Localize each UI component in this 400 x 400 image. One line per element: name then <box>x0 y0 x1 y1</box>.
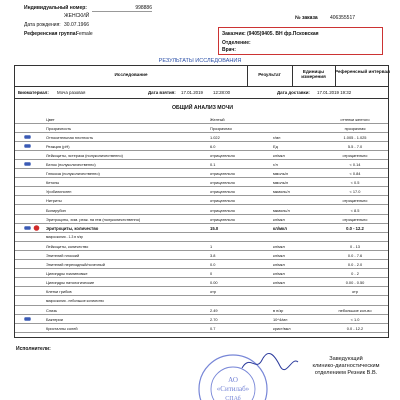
row-name: Нитриты <box>46 198 62 204</box>
row-divider <box>15 277 388 278</box>
table-row <box>15 271 388 278</box>
row-unit: мкмоль/л <box>273 189 290 195</box>
row-result: отрицательно <box>210 171 235 177</box>
row-name: Цилиндры патологические <box>46 280 95 286</box>
table-row <box>15 307 388 314</box>
row-divider <box>15 141 388 142</box>
order-value: 406355517 <box>330 15 356 21</box>
table-row <box>15 289 388 296</box>
row-result: 1 <box>210 243 213 249</box>
row-name: Лейкоциты, количество <box>46 243 89 249</box>
row-name: Реакция (pH) <box>46 143 70 149</box>
row-reference: 0.0 - 12.2 <box>346 225 364 231</box>
row-unit: г/мл <box>273 134 281 140</box>
signature-line-3: отделением Резник В.В. <box>314 370 378 377</box>
row-divider <box>15 259 388 260</box>
customer-box <box>218 27 383 55</box>
row-divider <box>15 223 388 224</box>
delivery-label: Дата доставки: <box>277 90 310 95</box>
row-result: 2.70 <box>210 316 218 322</box>
row-result: отрицательно <box>210 198 235 204</box>
row-result: 1.022 <box>210 134 220 140</box>
executor-label: Исполнители: <box>16 346 51 352</box>
table-row <box>15 134 388 141</box>
row-name: Эпителий плоский <box>46 253 80 258</box>
row-result: 0.0 <box>210 262 216 268</box>
row-result: 6.0 <box>210 143 216 149</box>
row-name: Цвет <box>46 116 55 122</box>
row-unit: Ед <box>273 143 278 149</box>
row-reference: 0.0 - 2.0 <box>347 262 363 268</box>
row-divider <box>15 150 388 151</box>
row-divider <box>15 250 388 251</box>
table-row <box>15 152 388 159</box>
row-unit: кл/мкл <box>273 253 285 258</box>
table-row <box>15 189 388 196</box>
row-reference: < 0.84 <box>349 171 361 177</box>
table-row <box>15 171 388 178</box>
row-reference: прозрачная <box>344 125 366 131</box>
row-result: отрицательно <box>210 180 235 186</box>
row-result: Прозрачная <box>210 125 232 131</box>
row-name: Кетоны <box>46 180 60 186</box>
doctor-label: Врач: <box>222 47 236 53</box>
birth-value: 30.07.1966 <box>64 22 90 28</box>
row-reference: 0 - 2 <box>351 271 359 277</box>
row-result: отрицательно <box>210 216 235 222</box>
lab-method-icon <box>24 135 31 139</box>
row-unit: ммоль/л <box>273 180 289 186</box>
row-divider <box>15 323 388 324</box>
table-row <box>15 116 388 123</box>
section-title: ОБЩИЙ АНАЛИЗ МОЧИ <box>171 105 234 111</box>
table-row <box>15 253 388 260</box>
row-reference: < 0.5 <box>350 180 360 186</box>
row-divider <box>15 195 388 196</box>
row-unit: кл/мкл <box>273 280 285 286</box>
birth-label: Дата рождения: <box>24 22 61 28</box>
row-result: 0.7 <box>210 325 216 331</box>
table-row <box>15 207 388 214</box>
row-unit: кл/мкл <box>273 225 287 231</box>
row-name: Прозрачность <box>46 125 72 131</box>
row-name: Клетки грибов <box>46 289 72 295</box>
row-reference: 0.0 - 7.6 <box>347 253 363 258</box>
row-name: Эритроциты, количество <box>46 225 99 231</box>
row-reference: небольшое кол-во <box>338 307 372 313</box>
row-name: Билирубин <box>46 207 66 213</box>
taken-date: 17.01.2019 <box>181 90 203 95</box>
order-label: № заказа <box>295 15 318 21</box>
row-reference: 5.5 - 7.0 <box>347 143 363 149</box>
header-study: Исследование <box>114 72 148 77</box>
row-unit: кл/мкл <box>273 243 285 249</box>
row-name: микроскопия - небольшое количество <box>46 298 104 303</box>
lab-method-icon <box>24 317 31 321</box>
taken-time: 12:28:00 <box>213 90 231 95</box>
table-row <box>15 243 388 250</box>
row-unit: кл/мкл <box>273 271 285 277</box>
lab-method-icon <box>24 144 31 148</box>
row-result: 0.00 <box>210 280 218 286</box>
row-divider <box>15 305 388 306</box>
results-table <box>14 65 389 338</box>
sex-value: ЖЕНСКИЙ <box>64 13 90 19</box>
signature-line-1: Заведующий <box>329 356 363 362</box>
row-unit: кл/мкл <box>273 152 285 158</box>
table-row <box>15 316 388 323</box>
row-divider <box>15 214 388 215</box>
row-reference: 0 - 13 <box>350 243 360 249</box>
delivery-value: 17.01.2019 19:32 <box>317 90 352 95</box>
ref-group-label: Референсная группа: <box>24 31 78 37</box>
row-name: Уробилиноген <box>46 189 72 195</box>
row-divider <box>15 159 388 160</box>
row-reference: отрицательно <box>342 198 368 204</box>
row-reference: отр <box>351 289 359 295</box>
row-name: Эпителий переходный/почечный <box>46 262 105 268</box>
row-unit: г/л <box>273 162 278 167</box>
customer-label: Заказчик: <box>222 31 246 37</box>
row-divider <box>15 232 388 233</box>
table-row <box>15 198 388 205</box>
table-row <box>15 225 388 232</box>
row-reference: отрицательно <box>342 152 368 158</box>
row-name: Глюкоза (полуколичественно) <box>46 171 100 177</box>
material-value: Моча разовая <box>57 90 86 95</box>
material-label: Биоматериал: <box>18 90 49 95</box>
signature-block <box>300 356 392 378</box>
results-title: РЕЗУЛЬТАТЫ ИССЛЕДОВАНИЯ <box>158 58 242 64</box>
row-name: Эритроциты, хим. реак. на гем (полуколичественно) <box>46 216 141 222</box>
row-reference: < 1.0 <box>350 316 360 322</box>
row-unit: мкмоль/л <box>273 207 290 213</box>
row-name: микроскопия - 1-3 в п/зр <box>46 234 83 239</box>
row-reference: 0.00 - 0.50 <box>345 280 365 286</box>
row-divider <box>15 314 388 315</box>
signature-line-2: клинико-диагностическим <box>312 363 380 370</box>
row-reference: < 17.0 <box>349 189 361 195</box>
row-divider <box>15 295 388 296</box>
lab-method-icon <box>24 162 31 166</box>
row-unit: кл/мкл <box>273 262 285 268</box>
row-name: Лейкоциты, эстераза (полуколичественно) <box>46 152 123 158</box>
lab-method-icon <box>24 226 31 230</box>
table-row <box>15 262 388 269</box>
taken-label: Дата взятия: <box>148 90 176 95</box>
row-result: 3.8 <box>210 253 216 258</box>
stamp-text-top: АО <box>228 376 238 384</box>
row-reference: < 0.14 <box>349 162 361 167</box>
table-row <box>15 325 388 332</box>
table-row <box>15 162 388 169</box>
row-result: отр <box>210 289 217 295</box>
row-divider <box>15 268 388 269</box>
row-unit: ммоль/л <box>273 171 289 177</box>
table-row <box>15 180 388 187</box>
row-unit: кл/мкл <box>273 216 285 222</box>
row-unit: крист/мкл <box>273 325 291 331</box>
row-divider <box>15 241 388 242</box>
row-reference: < 8.5 <box>350 207 360 213</box>
table-row <box>15 143 388 150</box>
row-divider <box>15 186 388 187</box>
stamp-text-mid: «Ситилаб» <box>216 385 250 393</box>
row-divider <box>15 332 388 333</box>
header-units: Единицы измерения <box>301 69 326 79</box>
header-result: Результат <box>258 72 281 77</box>
row-name: Кристаллы солей <box>46 325 78 331</box>
stamp-text-bottom: СПАб <box>225 396 241 400</box>
row-result: отрицательно <box>210 207 235 213</box>
row-divider <box>15 132 388 133</box>
row-reference: оттенки желтого <box>340 116 370 122</box>
row-name: Относительная плотность <box>46 134 94 140</box>
row-divider <box>15 168 388 169</box>
table-row <box>15 216 388 223</box>
row-divider <box>15 204 388 205</box>
ref-group-value: Female <box>76 31 93 37</box>
row-result: отрицательно <box>210 189 235 195</box>
row-divider <box>15 177 388 178</box>
row-result: 0.1 <box>210 162 216 167</box>
row-result: отрицательно <box>210 152 235 158</box>
customer-value: (9405)9405. ВН фр.Псковская <box>247 31 319 37</box>
row-divider <box>15 286 388 287</box>
patient-id-label: Индивидуальный номер: <box>24 5 87 11</box>
row-reference: 0.0 - 12.2 <box>346 325 364 331</box>
table-row <box>15 234 388 241</box>
row-result: Желтый <box>210 116 225 122</box>
table-row <box>15 298 388 305</box>
row-name: Слизь <box>46 307 58 313</box>
row-name: Цилиндры гиалиновые <box>46 271 88 277</box>
row-unit: в п/зр <box>273 307 284 313</box>
row-name: Бактерии <box>46 316 63 322</box>
signature-scribble <box>240 352 300 379</box>
header-reference: Референсный интервал <box>335 69 390 74</box>
row-reference: 1.005 - 1.025 <box>343 134 367 140</box>
row-name: Белок (полуколичественно) <box>46 162 96 167</box>
patient-id-value: 998886 <box>92 5 152 12</box>
row-result: 15.0 <box>210 225 219 231</box>
row-unit: 10^4/мл <box>273 316 288 322</box>
row-divider <box>15 123 388 124</box>
row-reference: отрицательно <box>342 216 368 222</box>
department-label: Отделение: <box>222 40 251 46</box>
row-result: 2.49 <box>210 307 218 313</box>
table-row <box>15 125 388 132</box>
row-result: 0 <box>210 271 213 277</box>
table-row <box>15 280 388 287</box>
